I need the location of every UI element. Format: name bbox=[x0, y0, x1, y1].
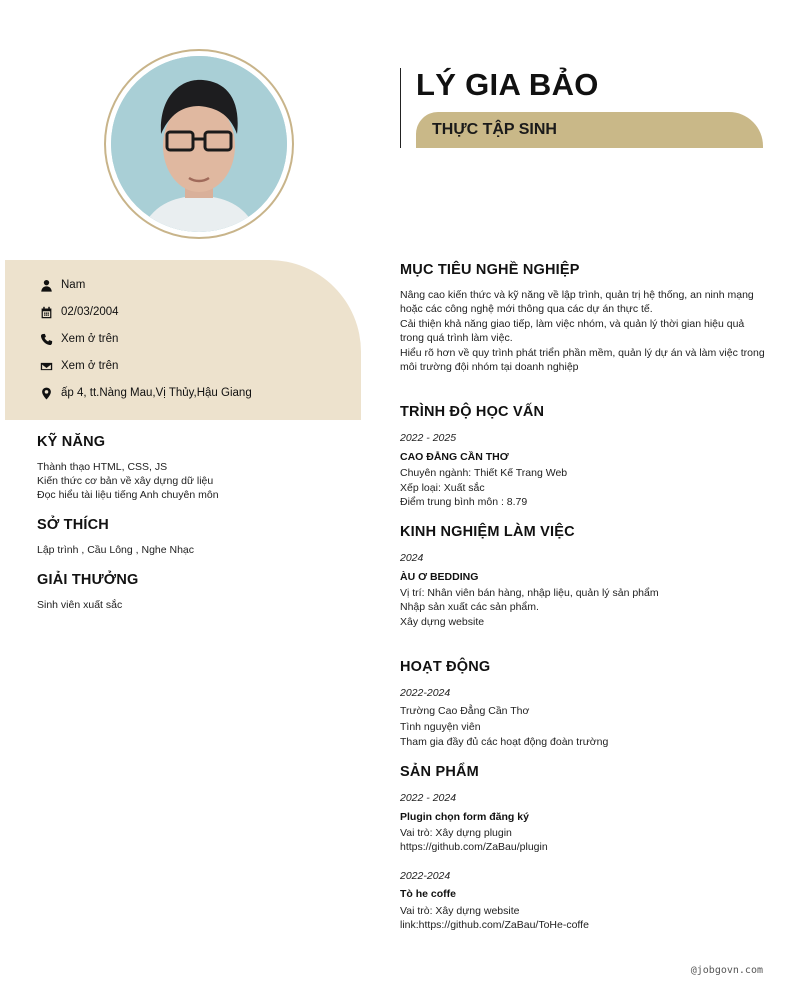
person-icon bbox=[39, 278, 53, 292]
awards-heading: GIẢI THƯỞNG bbox=[37, 572, 139, 588]
product-date: 2022 - 2024 bbox=[400, 792, 457, 804]
birthdate-value: 02/03/2004 bbox=[61, 306, 119, 318]
experience-line: Vị trí: Nhân viên bán hàng, nhập liệu, quản lý sản phẩm bbox=[400, 587, 659, 599]
info-email bbox=[39, 359, 118, 373]
info-birthdate bbox=[39, 305, 119, 319]
personal-info-panel bbox=[5, 260, 361, 420]
objective-line: Hiểu rõ hơn về quy trình phát triển phần mềm, quản lý dự án và làm việc trong bbox=[400, 347, 765, 359]
objective-line: Cải thiện khả năng giao tiếp, làm việc nhóm, và quản lý thời gian hiệu quả bbox=[400, 318, 745, 330]
product-role: Vai trò: Xây dựng plugin bbox=[400, 827, 512, 839]
email-value: Xem ở trên bbox=[61, 360, 119, 372]
location-pin-icon bbox=[39, 386, 53, 400]
education-date: 2022 - 2025 bbox=[400, 432, 457, 444]
hobbies-heading: SỞ THÍCH bbox=[37, 517, 109, 533]
skill-item: Kiến thức cơ bản về xây dựng dữ liệu bbox=[37, 475, 214, 487]
objective-heading: MỤC TIÊU NGHỀ NGHIỆP bbox=[400, 262, 580, 278]
activities-line: Tình nguyện viên bbox=[400, 721, 481, 733]
info-phone bbox=[39, 332, 118, 346]
portrait-image bbox=[111, 56, 287, 232]
avatar bbox=[111, 56, 287, 232]
envelope-icon bbox=[39, 359, 53, 373]
watermark: @jobgovn.com bbox=[690, 965, 763, 976]
product-date: 2022-2024 bbox=[400, 870, 451, 882]
product-name: Plugin chọn form đăng ký bbox=[400, 811, 529, 823]
education-school: CAO ĐẲNG CẦN THƠ bbox=[400, 451, 509, 463]
calendar-icon bbox=[39, 305, 53, 319]
experience-line: Nhập sản xuất các sản phẩm. bbox=[400, 601, 539, 613]
address-value: ấp 4, tt.Nàng Mau,Vị Thủy,Hậu Giang bbox=[61, 387, 252, 399]
product-name: Tò he coffe bbox=[400, 888, 457, 900]
objective-line: Nâng cao kiến thức và kỹ năng về lập trình, quản trị hệ thống, an ninh mạng bbox=[400, 289, 754, 301]
experience-company: ÀU Ơ BEDDING bbox=[400, 571, 479, 583]
experience-heading: KINH NGHIỆM LÀM VIỆC bbox=[400, 524, 575, 540]
hobbies-text: Lập trình , Cầu Lông , Nghe Nhạc bbox=[37, 544, 195, 556]
objective-line: môi trường đội nhóm tại doanh nghiệp bbox=[400, 361, 579, 373]
experience-date: 2024 bbox=[400, 552, 424, 564]
candidate-name: LÝ GIA BẢO bbox=[416, 67, 599, 102]
products-heading: SẢN PHẨM bbox=[400, 764, 479, 780]
phone-value: Xem ở trên bbox=[61, 333, 119, 345]
role-banner bbox=[416, 112, 763, 148]
experience-line: Xây dựng website bbox=[400, 616, 485, 628]
product-link[interactable]: https://github.com/ZaBau/plugin bbox=[400, 841, 548, 853]
education-line: Điểm trung bình môn : 8.79 bbox=[400, 496, 528, 508]
awards-text: Sinh viên xuất sắc bbox=[37, 599, 123, 611]
name-divider bbox=[400, 68, 401, 148]
gender-value: Nam bbox=[61, 279, 86, 291]
education-line: Xếp loại: Xuất sắc bbox=[400, 482, 485, 494]
info-gender bbox=[39, 278, 85, 292]
role-title: THỰC TẬP SINH bbox=[432, 121, 557, 138]
info-address bbox=[39, 386, 252, 400]
objective-line: trong quá trình làm việc. bbox=[400, 332, 513, 344]
objective-line: hoặc các công nghệ mới thông qua các dự án thực tế. bbox=[400, 303, 653, 315]
product-role: Vai trò: Xây dựng website bbox=[400, 905, 520, 917]
product-link[interactable]: link:https://github.com/ZaBau/ToHe-coffe bbox=[400, 919, 589, 931]
skill-item: Đọc hiểu tài liệu tiếng Anh chuyên môn bbox=[37, 489, 219, 501]
activities-heading: HOẠT ĐỘNG bbox=[400, 659, 491, 675]
phone-icon bbox=[39, 332, 53, 346]
activities-line: Tham gia đầy đủ các hoạt động đoàn trường bbox=[400, 736, 609, 748]
education-heading: TRÌNH ĐỘ HỌC VẤN bbox=[400, 404, 545, 420]
education-line: Chuyên ngành: Thiết Kế Trang Web bbox=[400, 467, 568, 479]
activities-line: Trường Cao Đẳng Cần Thơ bbox=[400, 705, 530, 717]
skills-heading: KỸ NĂNG bbox=[37, 434, 106, 450]
skill-item: Thành thạo HTML, CSS, JS bbox=[37, 461, 168, 473]
activities-date: 2022-2024 bbox=[400, 687, 451, 699]
